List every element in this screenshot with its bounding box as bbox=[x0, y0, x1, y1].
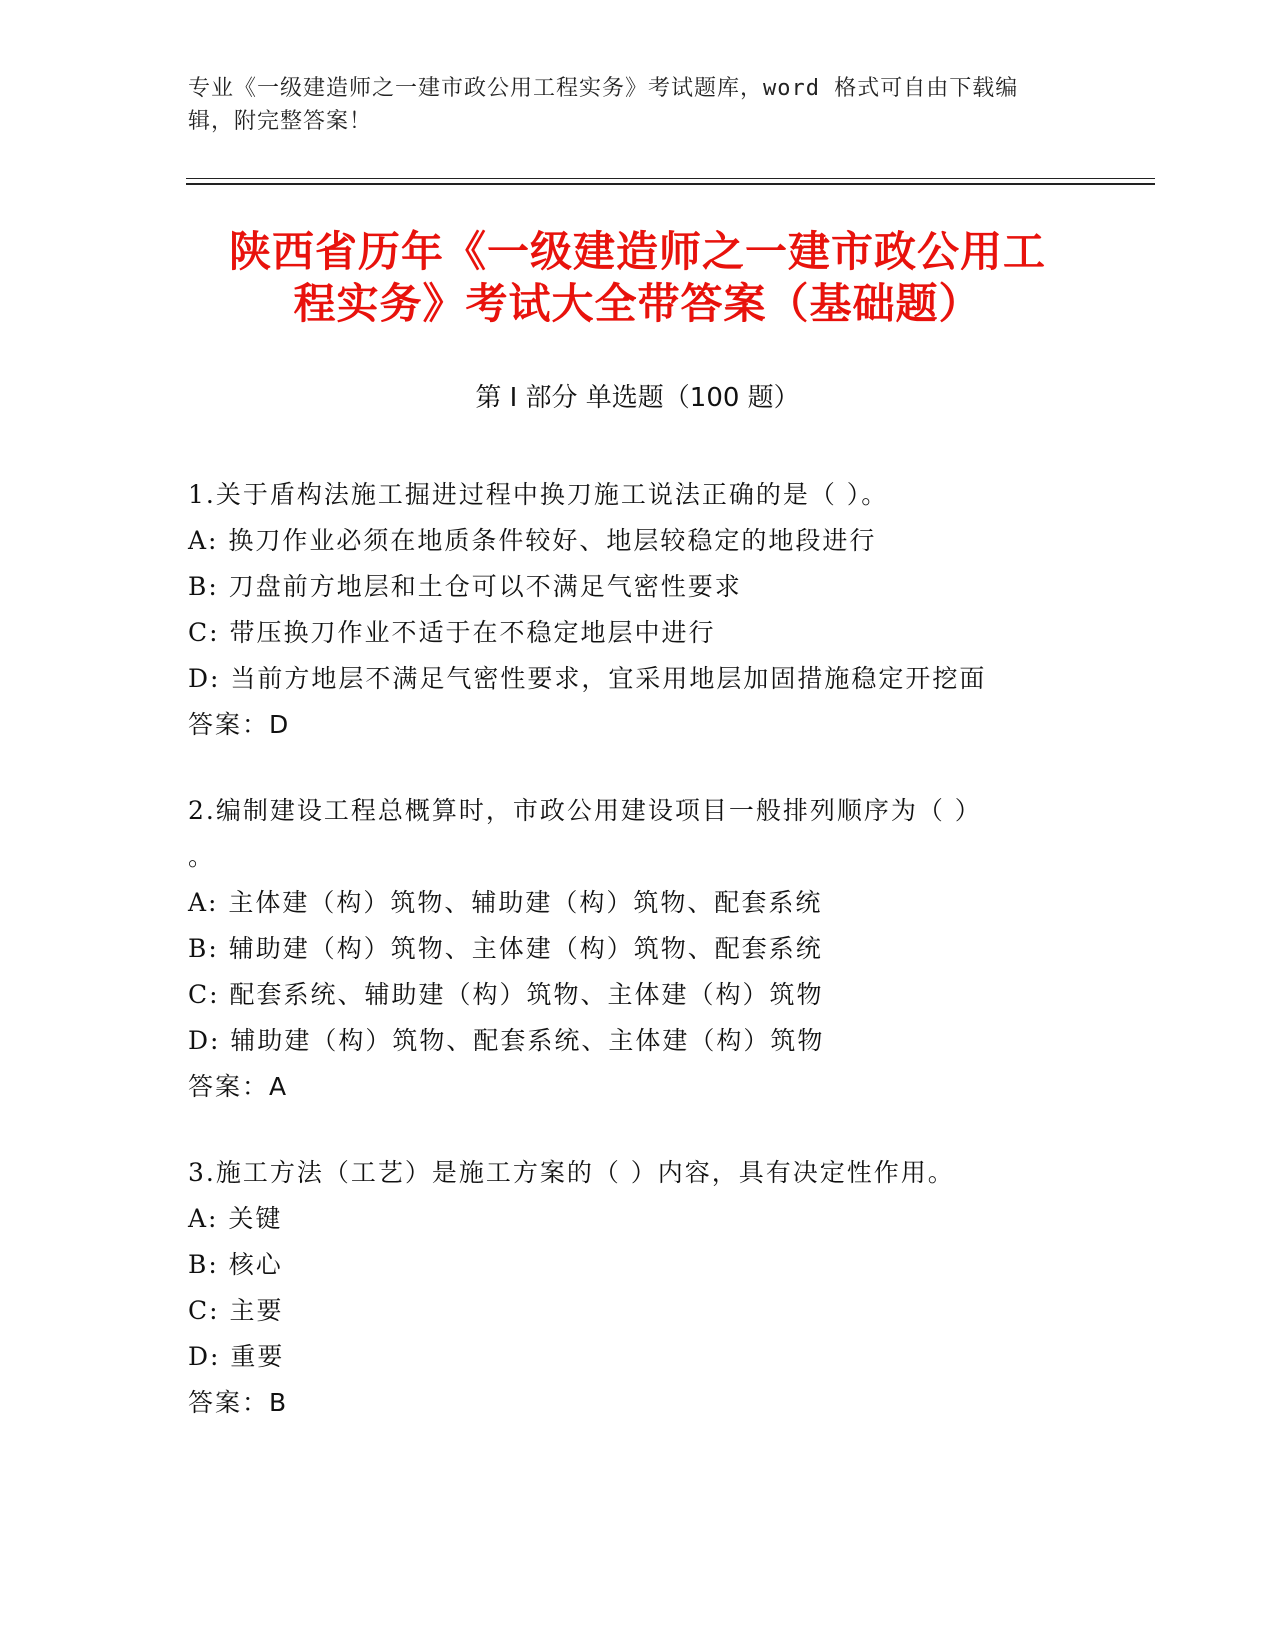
question-stem-continuation: 。 bbox=[188, 842, 216, 871]
header-divider-thin bbox=[186, 178, 1155, 179]
option-b: B: 核心 bbox=[188, 1250, 283, 1279]
answer-value: A bbox=[269, 1072, 287, 1101]
section-title: 第 I 部分 单选题（100 题） bbox=[475, 383, 800, 413]
header-note bbox=[188, 72, 1088, 138]
option-a: A: 主体建（构）筑物、辅助建（构）筑物、配套系统 bbox=[188, 888, 823, 917]
question-stem: 1.关于盾构法施工掘进过程中换刀施工说法正确的是（ ）。 bbox=[188, 480, 889, 509]
answer bbox=[188, 1064, 1068, 1110]
header-note-line-1: 专业《一级建造师之一建市政公用工程实务》考试题库，word 格式可自由下载编 bbox=[188, 76, 1019, 101]
question-1 bbox=[188, 472, 1068, 748]
option-b: B: 刀盘前方地层和土仓可以不满足气密性要求 bbox=[188, 572, 742, 601]
answer-value: D bbox=[269, 710, 289, 739]
document-title-line-2: 程实务》考试大全带答案（基础题） bbox=[293, 279, 982, 328]
option-c: C: 主要 bbox=[188, 1296, 284, 1325]
option-d: D: 当前方地层不满足气密性要求，宜采用地层加固措施稳定开挖面 bbox=[188, 664, 987, 693]
document-title bbox=[150, 226, 1125, 330]
option-d: D: 重要 bbox=[188, 1342, 285, 1371]
option-b: B: 辅助建（构）筑物、主体建（构）筑物、配套系统 bbox=[188, 934, 823, 963]
question-2 bbox=[188, 788, 1068, 1110]
option-c: C: 带压换刀作业不适于在不稳定地层中进行 bbox=[188, 618, 716, 647]
answer-label: 答案： bbox=[188, 1388, 270, 1417]
option-d: D: 辅助建（构）筑物、配套系统、主体建（构）筑物 bbox=[188, 1026, 825, 1055]
question-stem: 3.施工方法（工艺）是施工方案的（ ）内容，具有决定性作用。 bbox=[188, 1158, 955, 1187]
header-note-line-2: 辑，附完整答案！ bbox=[188, 109, 373, 134]
answer bbox=[188, 702, 1068, 748]
question-list bbox=[188, 472, 1068, 1466]
option-a: A: 关键 bbox=[188, 1204, 283, 1233]
question-stem: 2.编制建设工程总概算时，市政公用建设项目一般排列顺序为（ ） bbox=[188, 796, 982, 825]
document-title-line-1: 陕西省历年《一级建造师之一建市政公用工 bbox=[228, 227, 1046, 276]
answer-label: 答案： bbox=[188, 1072, 270, 1101]
header-divider-thick bbox=[186, 183, 1155, 185]
option-c: C: 配套系统、辅助建（构）筑物、主体建（构）筑物 bbox=[188, 980, 824, 1009]
answer-label: 答案： bbox=[188, 710, 270, 739]
question-3 bbox=[188, 1150, 1068, 1426]
answer bbox=[188, 1380, 1068, 1426]
option-a: A: 换刀作业必须在地质条件较好、地层较稳定的地段进行 bbox=[188, 526, 877, 555]
answer-value: B bbox=[269, 1388, 287, 1417]
